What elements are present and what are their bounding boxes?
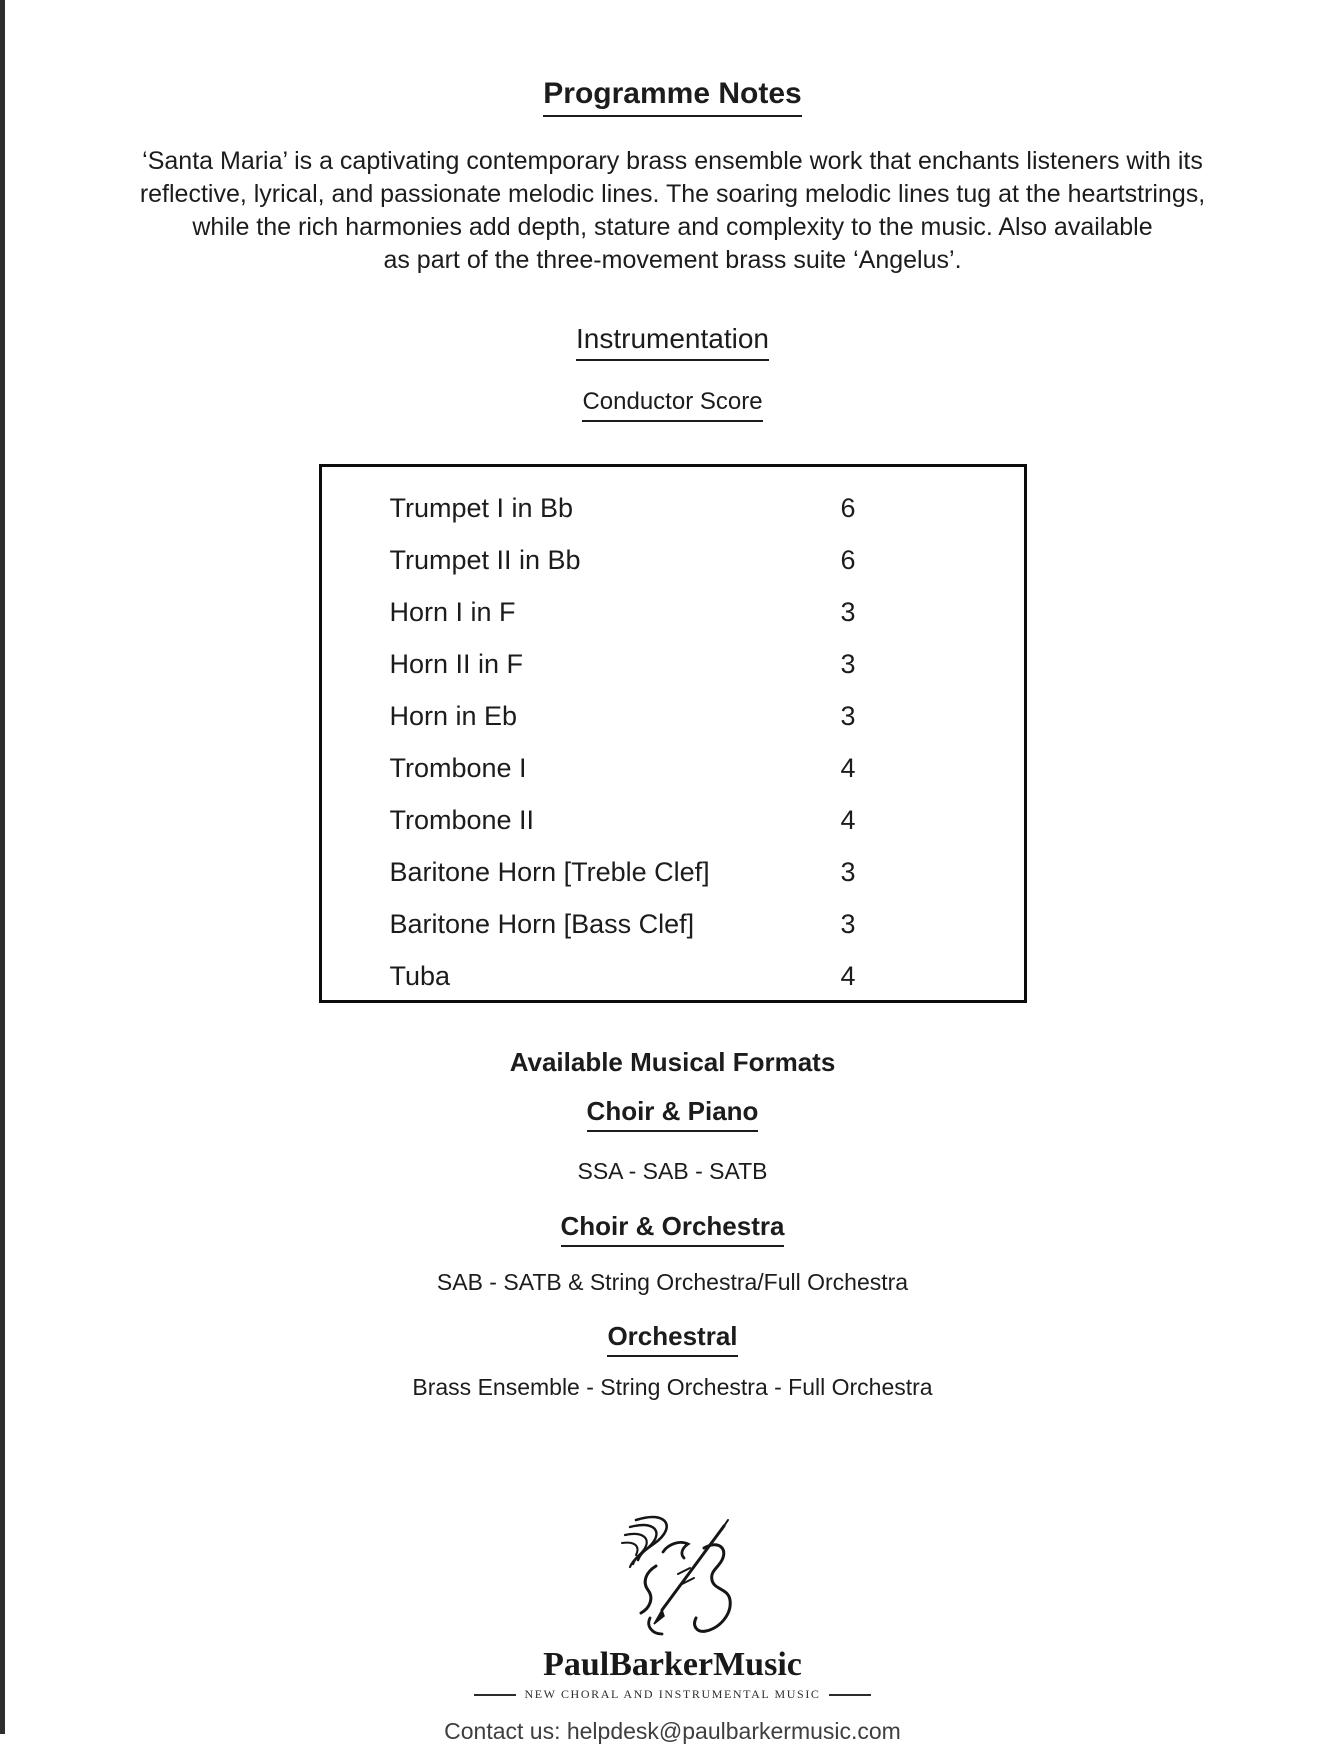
logo-wordmark: PaulBarkerMusic: [543, 1646, 802, 1683]
table-row: [322, 742, 1024, 794]
table-row: [322, 898, 1024, 950]
page-title: [5, 76, 1340, 117]
logo-tagline: [5, 1687, 1340, 1702]
tagline-right-rule: [829, 1694, 871, 1696]
instrumentation-heading: Instrumentation: [5, 322, 1340, 361]
instrument-count: 4: [840, 804, 856, 835]
format-section-detail: Brass Ensemble - String Orchestra - Full Orchestra: [412, 1374, 933, 1400]
instrument-name: Trumpet II in Bb: [389, 544, 581, 575]
violin-and-bow-icon: [578, 1514, 768, 1644]
page-title-text: Programme Notes: [543, 76, 801, 117]
formats-heading: Available Musical Formats: [509, 1047, 836, 1077]
instrument-count: 3: [840, 700, 856, 731]
table-row: [322, 482, 1024, 534]
instrument-count: 6: [840, 544, 856, 575]
instrument-name: Horn I in F: [389, 596, 516, 627]
paragraph-line: while the rich harmonies add depth, stature and complexity to the music. Also available: [192, 213, 1153, 241]
format-section-label-orchestral: Orchestral: [5, 1320, 1340, 1357]
paragraph-line: ‘Santa Maria’ is a captivating contemporary brass ensemble work that enchants listeners with its: [142, 147, 1203, 175]
table-row: [322, 586, 1024, 638]
table-row: [322, 794, 1024, 846]
contact-line: Contact us: helpdesk@paulbarkermusic.com: [444, 1718, 901, 1744]
instrument-name: Horn in Eb: [389, 700, 518, 731]
format-section-label-choir-orchestra: Choir & Orchestra: [5, 1210, 1340, 1247]
tagline-text: NEW CHORAL AND INSTRUMENTAL MUSIC: [524, 1687, 821, 1701]
instrument-name: Baritone Horn [Bass Clef]: [389, 908, 695, 939]
document-page: [5, 0, 1340, 1745]
instrument-name: Baritone Horn [Treble Clef]: [389, 856, 710, 887]
instrument-count: 3: [840, 856, 856, 887]
instrument-count: 3: [840, 596, 856, 627]
instrument-count: 4: [840, 752, 856, 783]
paragraph-line: as part of the three-movement brass suite ‘Angelus’.: [383, 246, 962, 274]
instrument-name: Horn II in F: [389, 648, 524, 679]
conductor-score-heading: Conductor Score: [5, 387, 1340, 422]
programme-notes-paragraph: [5, 145, 1340, 277]
format-section-detail: SSA - SAB - SATB: [577, 1158, 768, 1184]
table-row: [322, 846, 1024, 898]
instrument-name: Trumpet I in Bb: [389, 492, 574, 523]
instrument-count: 3: [840, 648, 856, 679]
table-row: [322, 690, 1024, 742]
publisher-logo: [5, 1514, 1340, 1702]
table-row: [322, 638, 1024, 690]
format-section-label-choir-piano: Choir & Piano: [5, 1095, 1340, 1132]
instrument-count: 3: [840, 908, 856, 939]
table-row: [322, 950, 1024, 1002]
instrument-name: Trombone I: [389, 752, 527, 783]
instrument-name: Tuba: [389, 960, 451, 991]
instrumentation-table: [319, 464, 1027, 1003]
instrument-name: Trombone II: [389, 804, 535, 835]
instrument-count: 4: [840, 960, 856, 991]
format-section-detail: SAB - SATB & String Orchestra/Full Orchestra: [436, 1269, 909, 1295]
instrument-count: 6: [840, 492, 856, 523]
paragraph-line: reflective, lyrical, and passionate melodic lines. The soaring melodic lines tug at the heartstrings,: [139, 180, 1206, 208]
tagline-left-rule: [474, 1694, 516, 1696]
table-row: [322, 534, 1024, 586]
